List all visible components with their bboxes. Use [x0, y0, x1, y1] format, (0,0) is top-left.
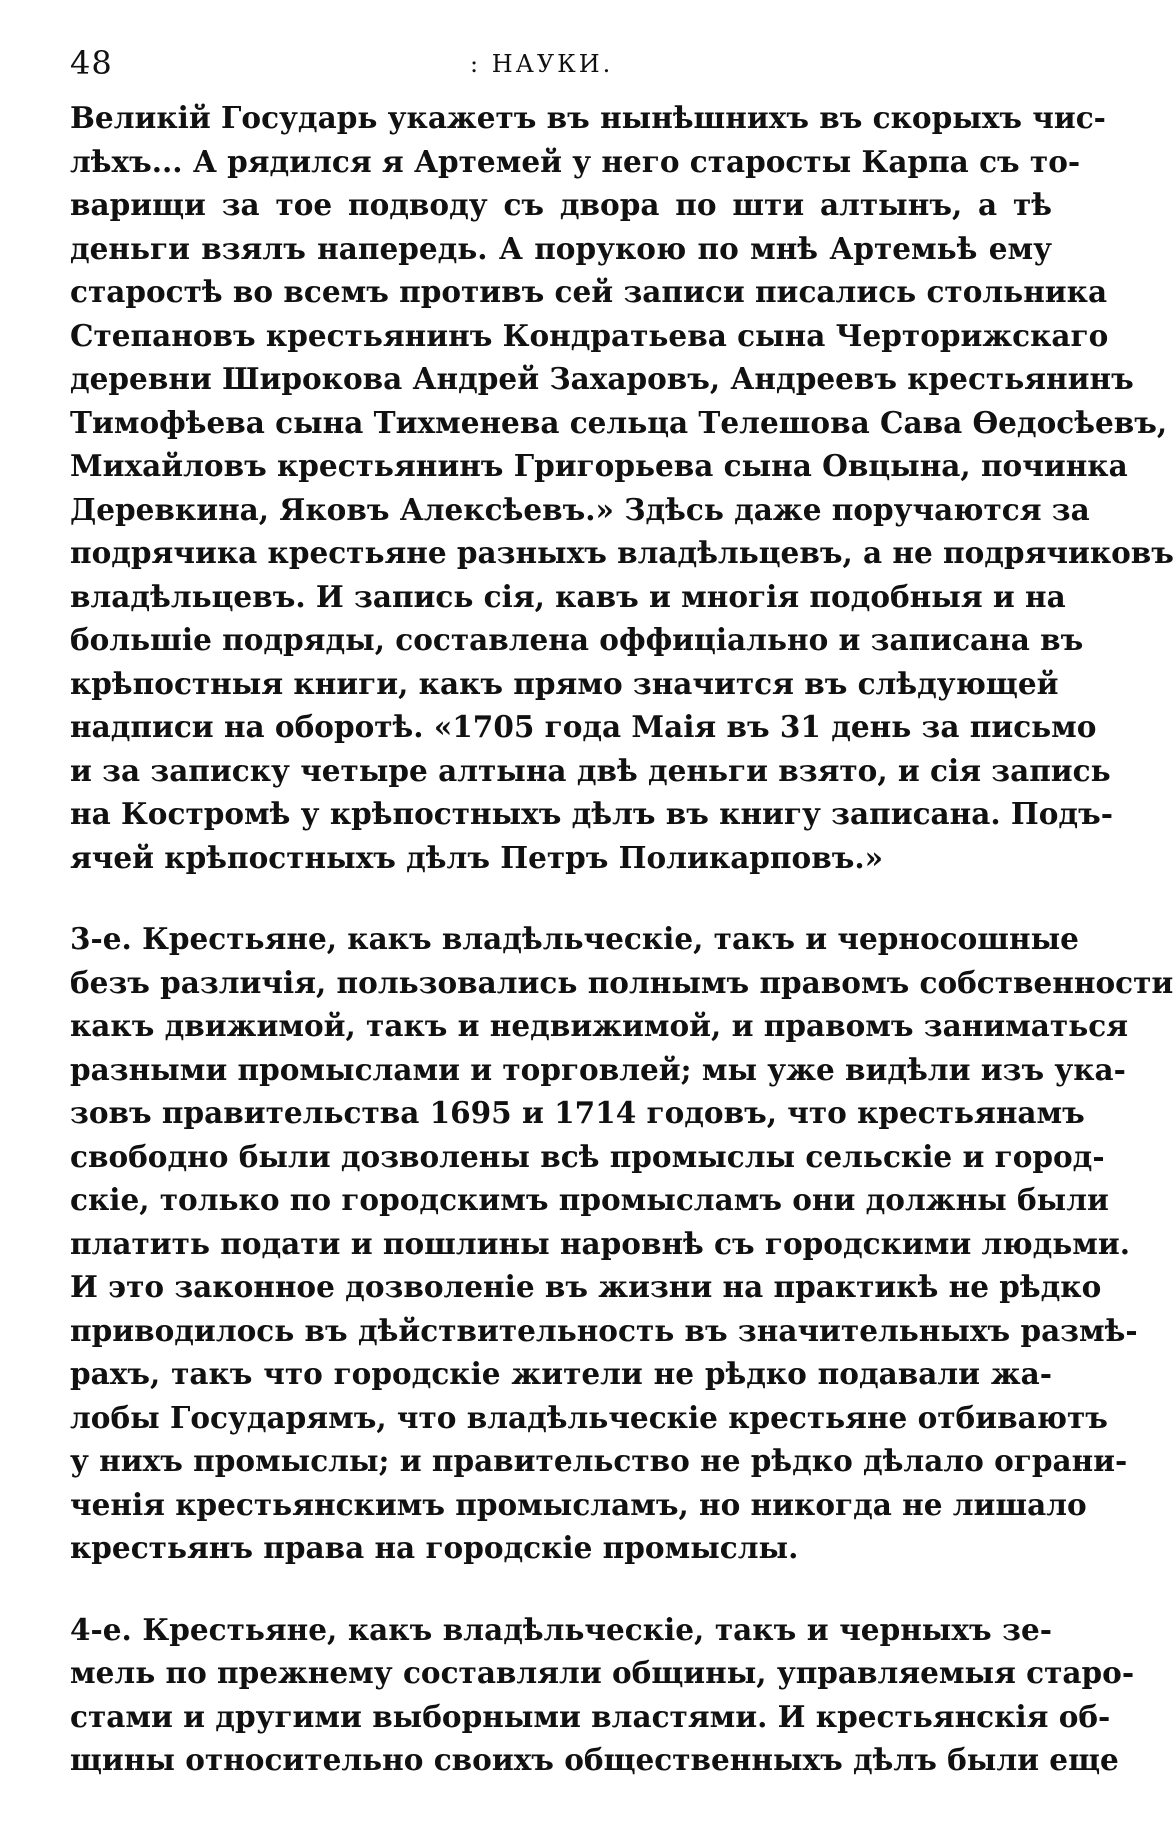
text-line: Тимофѣева сына Тихменева сельца Телешова Сава Ѳедосѣевъ,	[70, 404, 1168, 440]
text-line: 3-е. Крестьяне, какъ владѣльческіе, такъ и черносошные	[70, 921, 1079, 956]
text-line: надписи на оборотѣ. «1705 года Маія въ 31 день за письмо	[70, 709, 1097, 744]
text-line: рахъ, такъ что городскіе жители не рѣдко подавали жа-	[70, 1356, 1052, 1391]
text-line: щины относительно своихъ общественныхъ дѣлъ были еще	[70, 1742, 1119, 1777]
text-line: большіе подряды, составлена оффиціально и записана въ	[70, 622, 1084, 657]
text-line: и за записку четыре алтына двѣ деньги взято, и сія запись	[70, 752, 1111, 788]
page-number: 48	[70, 44, 113, 82]
text-line: безъ различія, пользовались полнымъ правомъ собственности	[70, 964, 1174, 1000]
text-line: свободно были дозволены всѣ промыслы сельскіе и город-	[70, 1138, 1105, 1174]
text-line: Великій Государь укажетъ въ нынѣшнихъ въ скорыхъ чис-	[70, 100, 1106, 135]
text-line: старостѣ во всемъ противъ сей записи писались стольника	[70, 274, 1108, 309]
text-line: Степановъ крестьянинъ Кондратьева сына Черторижскаго	[70, 317, 1109, 353]
text-line: Деревкина, Яковъ Алексѣевъ.» Здѣсь даже поручаются за	[70, 491, 1090, 527]
body-text	[70, 96, 1174, 1782]
text-line: ячей крѣпостныхъ дѣлъ Петръ Поликарповъ.»	[70, 839, 884, 875]
paragraph-gap	[70, 879, 1052, 917]
text-line: разными промыслами и торговлей; мы уже видѣли изъ ука-	[70, 1051, 1126, 1087]
text-line: владѣльцевъ. И запись сія, кавъ и многія подобныя и на	[70, 578, 1066, 614]
text-line: мель по прежнему составляли общины, управляемыя старо-	[70, 1655, 1135, 1690]
text-line: приводилось въ дѣйствительность въ значительныхъ размѣ-	[70, 1312, 1138, 1348]
text-line: лобы Государямъ, что владѣльческіе крестьяне отбиваютъ	[70, 1399, 1108, 1435]
text-line: стами и другими выборными властями. И крестьянскія об-	[70, 1698, 1111, 1734]
text-line: деньги взялъ напередь. А порукою по мнѣ Артемьѣ ему	[70, 230, 1052, 266]
text-line: какъ движимой, такъ и недвижимой, и правомъ заниматься	[70, 1008, 1128, 1043]
paragraph-gap	[70, 1570, 1052, 1608]
text-line: И это законное дозволеніе въ жизни на практикѣ не рѣдко	[70, 1269, 1102, 1304]
text-line: скіе, только по городскимъ промысламъ они должны были	[70, 1182, 1109, 1217]
page-header	[70, 40, 1052, 96]
text-line: ченія крестьянскимъ промысламъ, но никогда не лишало	[70, 1486, 1087, 1522]
paragraph	[70, 917, 1174, 1570]
text-line: подрячика крестьяне разныхъ владѣльцевъ, а не подрячиковъ	[70, 535, 1174, 570]
paragraph	[70, 96, 1174, 879]
text-line: зовъ правительства 1695 и 1714 годовъ, что крестьянамъ	[70, 1095, 1085, 1130]
text-line: платить подати и пошлины наровнѣ съ городскими людьми.	[70, 1225, 1131, 1261]
text-line: крестьянъ права на городскіе промыслы.	[70, 1530, 799, 1565]
text-line: лѣхъ... А рядился я Артемей у него старосты Карпа съ то-	[70, 143, 1081, 179]
paragraph	[70, 1608, 1135, 1782]
text-line: крѣпостныя книги, какъ прямо значится въ слѣдующей	[70, 665, 1059, 701]
text-line: на Костромѣ у крѣпостныхъ дѣлъ въ книгу записана. Подъ-	[70, 796, 1113, 831]
text-line: 4-е. Крестьяне, какъ владѣльческіе, такъ и черныхъ зе-	[70, 1611, 1052, 1647]
text-line: у нихъ промыслы; и правительство не рѣдко дѣлало ограни-	[70, 1443, 1128, 1478]
text-line: Михайловъ крестьянинъ Григорьева сына Овцына, починка	[70, 448, 1128, 483]
text-line: варищи за тое подводу съ двора по шти алтынъ, а тѣ	[70, 187, 1052, 222]
text-line: деревни Широкова Андрей Захаровъ, Андреевъ крестьянинъ	[70, 361, 1134, 396]
running-head: : НАУКИ.	[470, 50, 614, 78]
